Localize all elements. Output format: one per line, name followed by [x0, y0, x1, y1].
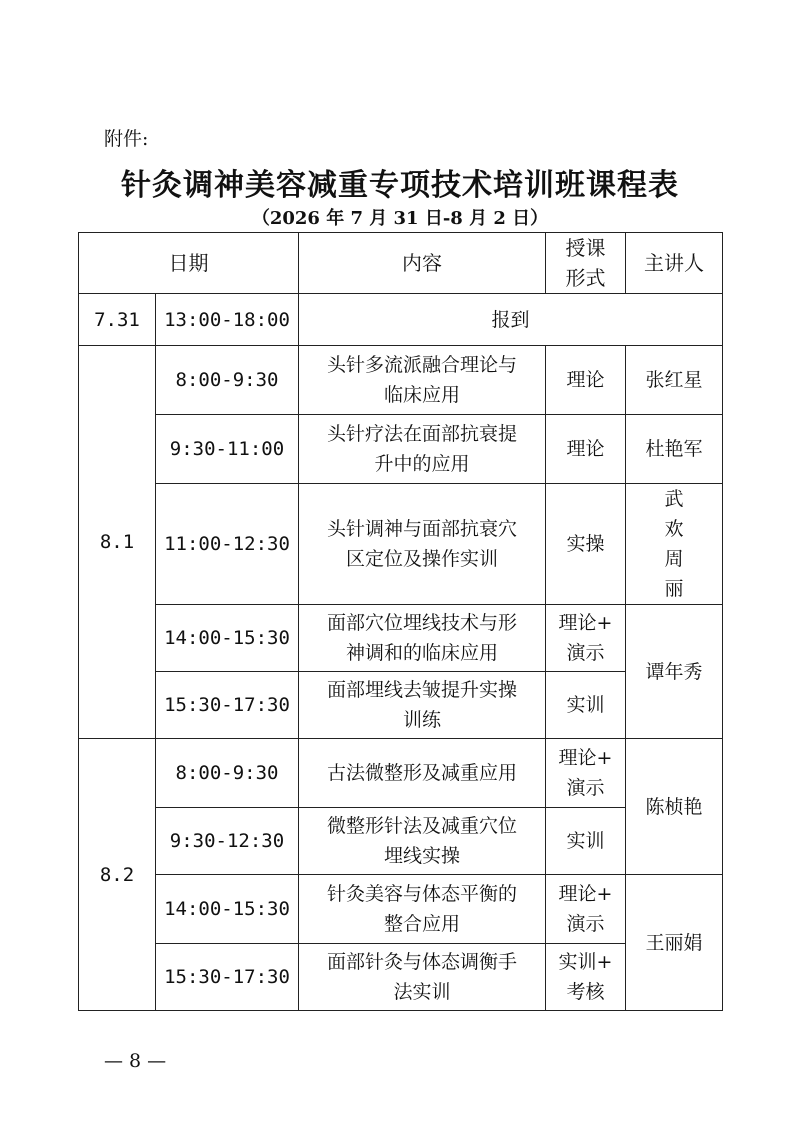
content-line: 升中的应用	[374, 453, 470, 475]
time-cell: 14:00-15:30	[156, 605, 299, 672]
method-line: 理论	[566, 438, 605, 460]
header-content: 内容	[299, 233, 546, 294]
method-line: 实操	[566, 533, 605, 555]
attachment-label: 附件:	[104, 128, 149, 150]
time-cell: 8:00-9:30	[156, 346, 299, 415]
time-cell: 9:30-12:30	[156, 808, 299, 875]
header-date: 日期	[79, 233, 299, 294]
page-number: — 8 —	[104, 1050, 167, 1072]
method-line: 实训	[566, 694, 605, 716]
time-cell: 11:00-12:30	[156, 484, 299, 605]
table-row	[79, 875, 723, 944]
content-line: 神调和的临床应用	[345, 642, 498, 664]
time-cell: 8:00-9:30	[156, 739, 299, 808]
content-cell	[299, 739, 546, 808]
method-line: 演示	[566, 777, 605, 799]
content-cell	[299, 672, 546, 739]
content-line: 法实训	[393, 981, 451, 1003]
content-line: 头针多流派融合理论与	[326, 354, 517, 376]
document-title: 针灸调神美容减重专项技术培训班课程表	[121, 168, 679, 203]
header-method-line1: 授课	[565, 236, 606, 260]
content-line: 区定位及操作实训	[345, 548, 498, 570]
content-cell	[299, 605, 546, 672]
content-line: 面部埋线去皱提升实操	[326, 679, 517, 701]
method-cell	[546, 944, 626, 1011]
content-line: 临床应用	[383, 384, 460, 406]
content-cell	[299, 415, 546, 484]
method-line: 演示	[566, 913, 605, 935]
lecturer-name: 武欢	[664, 488, 702, 540]
method-line: 理论	[566, 369, 605, 391]
header-lecturer: 主讲人	[626, 233, 723, 294]
date-range-subtitle: （2026 年 7 月 31 日-8 月 2 日）	[251, 208, 549, 229]
date-cell: 8.2	[79, 739, 156, 1011]
content-line: 训练	[402, 709, 441, 731]
header-method-line2: 形式	[565, 266, 606, 290]
content-line: 头针疗法在面部抗衰提	[326, 423, 517, 445]
content-line: 面部穴位埋线技术与形	[326, 612, 517, 634]
method-cell	[546, 605, 626, 672]
header-method	[546, 233, 626, 294]
time-cell: 13:00-18:00	[156, 294, 299, 346]
table-row	[79, 605, 723, 672]
method-line: 实训	[566, 830, 605, 852]
content-line: 面部针灸与体态调衡手	[326, 951, 517, 973]
date-cell: 7.31	[79, 294, 156, 346]
content-cell	[299, 944, 546, 1011]
table-row	[79, 739, 723, 808]
time-cell: 15:30-17:30	[156, 944, 299, 1011]
method-cell	[546, 739, 626, 808]
content-line: 针灸美容与体态平衡的	[326, 883, 517, 905]
lecturer-cell	[626, 484, 723, 605]
method-line: 考核	[566, 981, 605, 1003]
time-cell: 15:30-17:30	[156, 672, 299, 739]
method-line: 实训+	[558, 951, 613, 973]
content-cell	[299, 346, 546, 415]
method-line: 演示	[566, 642, 605, 664]
registration-row	[79, 294, 723, 346]
lecturer-cell: 陈桢艳	[626, 739, 723, 875]
content-line: 微整形针法及减重穴位	[326, 815, 517, 837]
method-line: 理论+	[558, 612, 613, 634]
method-cell	[546, 875, 626, 944]
content-line: 古法微整形及减重应用	[326, 762, 517, 784]
lecturer-cell: 杜艳军	[626, 415, 723, 484]
method-cell	[546, 808, 626, 875]
content-cell	[299, 808, 546, 875]
method-cell	[546, 415, 626, 484]
time-cell: 14:00-15:30	[156, 875, 299, 944]
lecturer-name: 周丽	[664, 548, 702, 600]
content-line: 整合应用	[383, 913, 460, 935]
table-row	[79, 415, 723, 484]
registration-content: 报到	[299, 294, 723, 346]
header-row	[79, 233, 723, 294]
time-cell: 9:30-11:00	[156, 415, 299, 484]
method-cell	[546, 346, 626, 415]
method-cell	[546, 484, 626, 605]
method-cell	[546, 672, 626, 739]
content-cell	[299, 875, 546, 944]
content-cell	[299, 484, 546, 605]
lecturer-cell: 谭年秀	[626, 605, 723, 739]
content-line: 头针调神与面部抗衰穴	[326, 518, 517, 540]
table-row	[79, 484, 723, 605]
lecturer-cell: 王丽娟	[626, 875, 723, 1011]
method-line: 理论+	[558, 747, 613, 769]
lecturer-cell: 张红星	[626, 346, 723, 415]
course-schedule-table	[78, 232, 723, 1011]
content-line: 埋线实操	[383, 845, 460, 867]
date-cell: 8.1	[79, 346, 156, 739]
table-row	[79, 346, 723, 415]
method-line: 理论+	[558, 883, 613, 905]
